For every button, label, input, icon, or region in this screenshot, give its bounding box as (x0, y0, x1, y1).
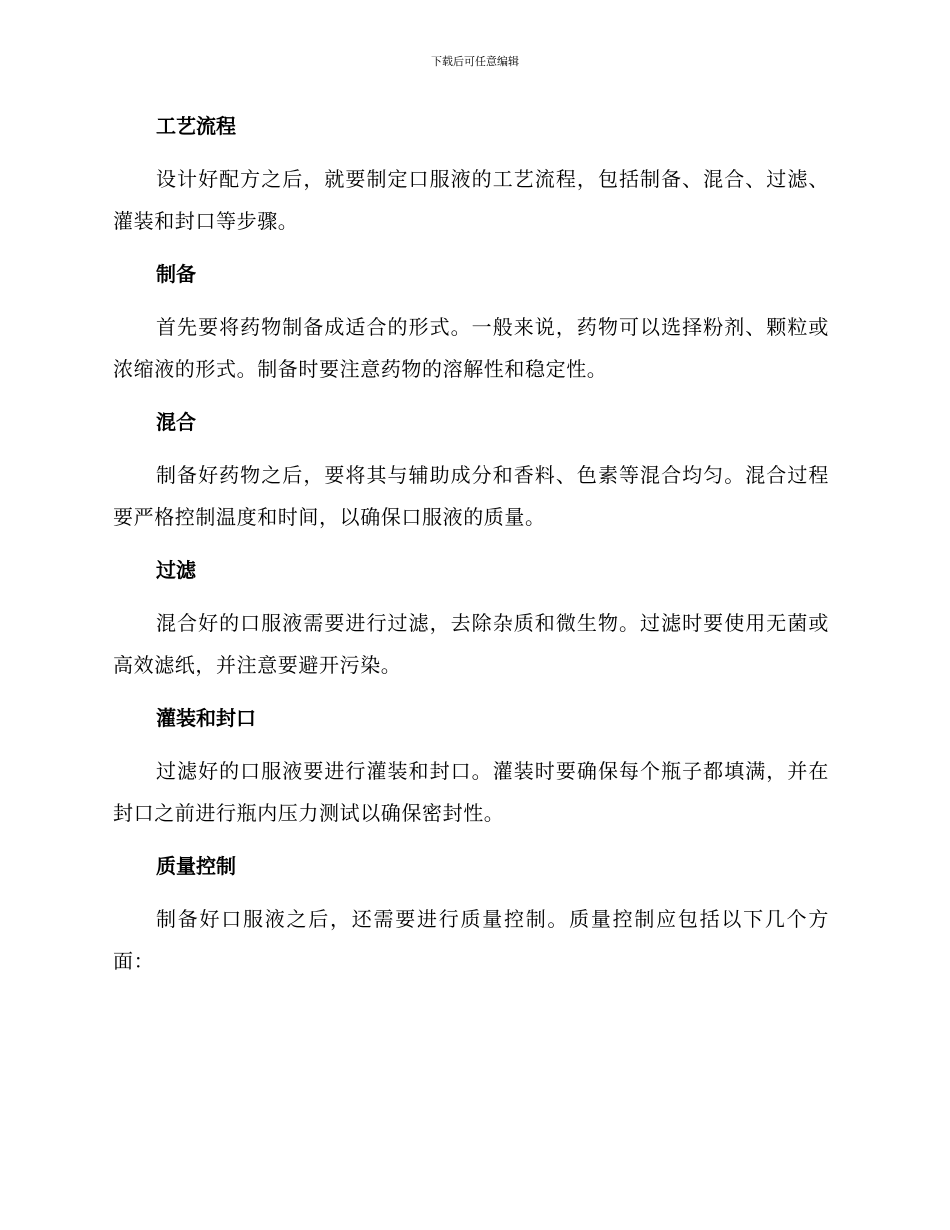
section-heading-quality-control: 质量控制 (156, 854, 236, 878)
paragraph-preparation: 首先要将药物制备成适合的形式。一般来说，药物可以选择粉剂、颗粒或浓缩液的形式。制备时要注意药物的溶解性和稳定性。 (113, 315, 829, 381)
page-header: 下载后可任意编辑 (431, 55, 519, 68)
paragraph-process-flow: 设计好配方之后，就要制定口服液的工艺流程，包括制备、混合、过滤、灌装和封口等步骤。 (113, 167, 829, 233)
paragraph-filling-sealing: 过滤好的口服液要进行灌装和封口。灌装时要确保每个瓶子都填满，并在封口之前进行瓶内压力测试以确保密封性。 (113, 759, 829, 825)
section-heading-filling-sealing: 灌装和封口 (156, 706, 256, 730)
section-heading-process-flow: 工艺流程 (156, 114, 236, 138)
section-heading-filtration: 过滤 (156, 558, 196, 582)
section-heading-preparation: 制备 (156, 262, 196, 286)
paragraph-mixing: 制备好药物之后，要将其与辅助成分和香料、色素等混合均匀。混合过程要严格控制温度和时间，以确保口服液的质量。 (113, 463, 829, 529)
paragraph-filtration: 混合好的口服液需要进行过滤，去除杂质和微生物。过滤时要使用无菌或高效滤纸，并注意要避开污染。 (113, 611, 829, 677)
document-body (113, 106, 829, 994)
paragraph-quality-control: 制备好口服液之后，还需要进行质量控制。质量控制应包括以下几个方面： (113, 907, 829, 973)
section-heading-mixing: 混合 (156, 410, 196, 434)
